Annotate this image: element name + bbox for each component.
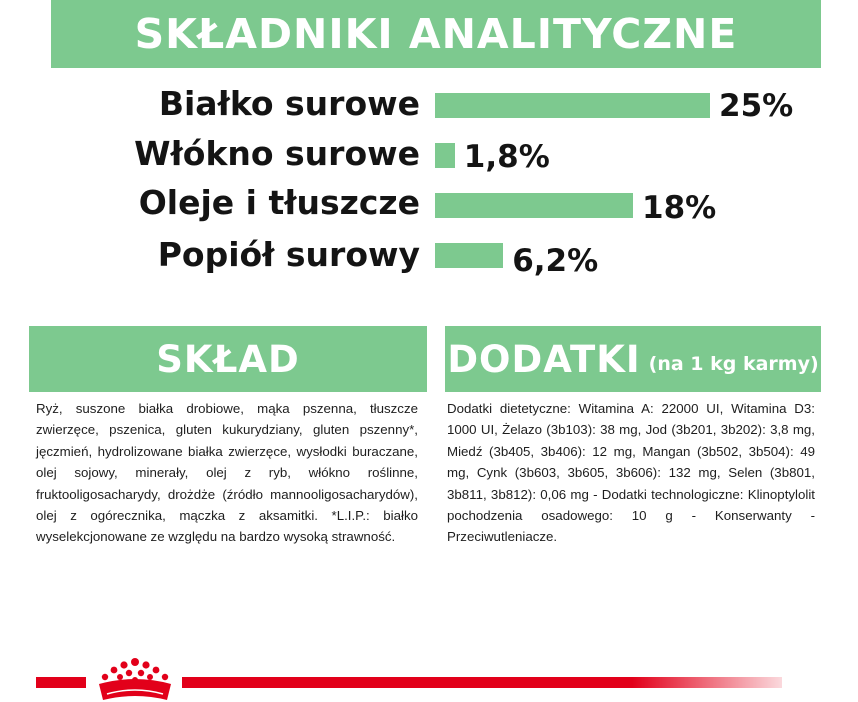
composition-line: Ryż, suszone białka drobiowe, mąka pszenna, tłuszcze <box>36 401 418 416</box>
footer-red-line-left <box>36 677 86 688</box>
crown-icon <box>93 656 177 702</box>
composition-title: SKŁAD <box>156 337 300 381</box>
additives-text <box>447 398 815 548</box>
composition-line: *L.I.P.: białko wyselekcjonowane ze względu na <box>36 508 418 545</box>
composition-line: z ryb, włókno roślinne, fruktooligosacharydy, <box>36 465 418 502</box>
value-protein: 25% <box>719 88 794 124</box>
additives-line: osadowego: 10 g - Konserwanty - Przeciwutleniacze. <box>447 508 816 545</box>
bar-fat <box>435 193 633 218</box>
composition-line: olej z ogórecznika, mączka z aksamitki. <box>36 508 332 524</box>
additives-note: (na 1 kg karmy) <box>648 353 819 375</box>
additives-line: D3: 1000 UI, Żelazo (3b103): 38 mg, Jod (3b201, <box>447 401 815 438</box>
composition-header <box>29 326 427 392</box>
additives-header <box>445 326 821 392</box>
row-label-protein: Białko surowe <box>158 84 420 123</box>
value-ash: 6,2% <box>512 243 599 279</box>
composition-line: bardzo wysoką strawność. <box>239 529 396 545</box>
composition-text <box>36 398 418 548</box>
value-fiber: 1,8% <box>463 139 550 175</box>
bar-ash <box>435 243 503 268</box>
composition-line: zwierzęce, pszenica, gluten kukurydziany, gluten <box>36 422 360 438</box>
bar-fiber <box>435 143 455 168</box>
value-fat: 18% <box>642 190 717 226</box>
additives-line: 3b606): 132 mg, Selen (3b801, 3b811, 3b812): 0,06 mg <box>447 465 815 502</box>
footer-red-line-right <box>182 677 782 688</box>
additives-line: - Dodatki technologiczne: Klinoptylolit pochodzenia <box>447 486 815 524</box>
bar-protein <box>435 93 710 118</box>
row-label-fat: Oleje i tłuszcze <box>138 183 420 222</box>
additives-line: Mangan (3b502, 3b504): 49 mg, Cynk (3b603, 3b605, <box>447 443 816 481</box>
analytical-header <box>51 0 821 68</box>
row-label-ash: Popiół surowy <box>157 235 420 274</box>
row-label-fiber: Włókno surowe <box>134 134 420 173</box>
additives-title: DODATKI <box>447 337 641 381</box>
analytical-title: SKŁADNIKI ANALITYCZNE <box>134 10 738 58</box>
composition-line: wysłodki buraczane, olej sojowy, minerały, olej <box>36 443 418 481</box>
additives-line: 3b202): 3,8 mg, Miedź (3b405, 3b406): 12 mg, <box>447 422 815 459</box>
composition-line: pszenny*, jęczmień, hydrolizowane białka zwierzęce, <box>36 422 418 459</box>
composition-line: drożdże (źródło mannooligosacharydów), <box>167 486 418 502</box>
additives-line: Dodatki dietetyczne: Witamina A: 22000 UI, Witamina <box>447 401 795 416</box>
